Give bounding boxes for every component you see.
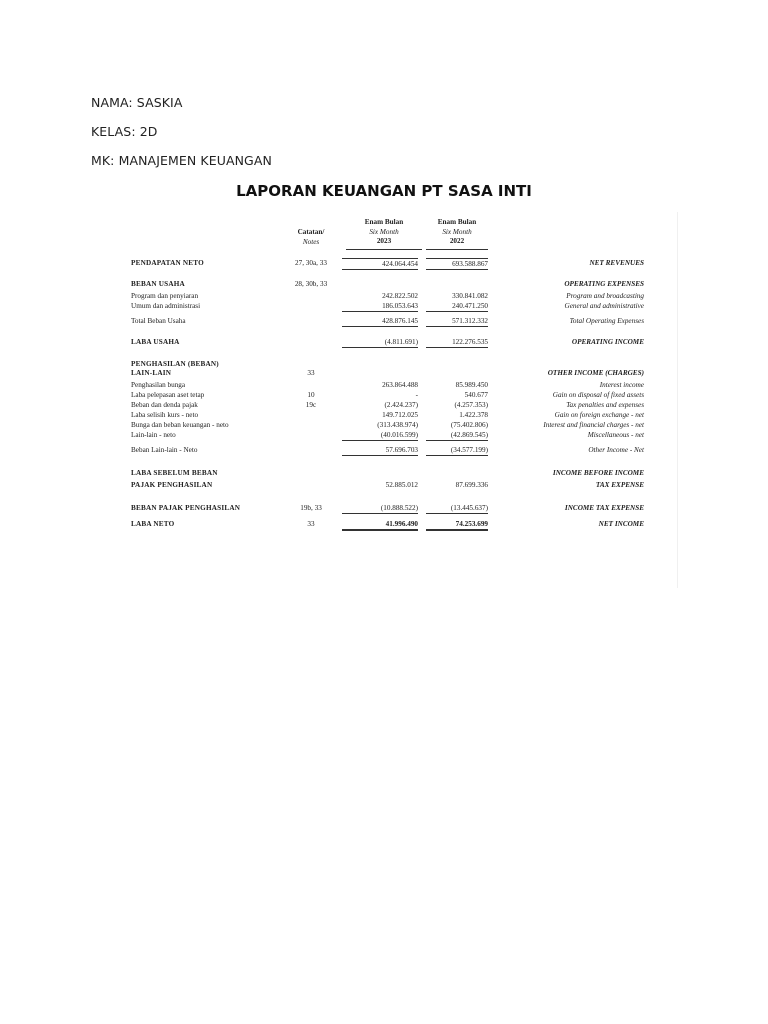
- row-value-2022: 1.422.378: [459, 411, 488, 419]
- row-value-2023: -: [415, 391, 418, 399]
- row-notes: 19c: [305, 401, 317, 409]
- financial-statement: [128, 218, 648, 538]
- row-value-2023: 263.864.488: [382, 381, 418, 389]
- row-value-2023: 57.696.703: [342, 445, 418, 456]
- course-name: MK: MANAJEMEN KEUANGAN: [91, 153, 272, 168]
- row-label-en: Total Operating Expenses: [569, 317, 644, 325]
- row-value-2022: 87.699.336: [455, 481, 488, 489]
- col2023-line3: 2023: [376, 237, 392, 245]
- row-label-en: INCOME TAX EXPENSE: [564, 504, 644, 512]
- row-value-2023: (40.016.599): [342, 430, 418, 441]
- row-notes: 19b, 33: [300, 504, 322, 512]
- col2022-line3: 2022: [449, 237, 465, 245]
- row-label: Laba pelepasan aset tetap: [131, 391, 205, 399]
- row-label: BEBAN USAHA: [131, 280, 185, 288]
- row-value-2023: (313.438.974): [377, 421, 418, 429]
- row-value-2022: 330.841.082: [452, 292, 488, 300]
- row-label-en: Other Income - Net: [588, 446, 644, 454]
- row-notes: 33: [307, 520, 315, 528]
- statement-row: [128, 337, 648, 347]
- row-label: Bunga dan beban keuangan - neto: [131, 421, 229, 429]
- row-label-en: NET INCOME: [598, 520, 644, 528]
- statement-row: [128, 410, 648, 420]
- col2023-line2: Six Month: [369, 227, 399, 236]
- row-value-2023: 424.064.454: [342, 258, 418, 270]
- row-value-2023: 41.996.490: [342, 519, 418, 531]
- statement-row: [128, 503, 648, 513]
- row-value-2022: 240.471.250: [426, 301, 488, 312]
- notes-header-line1: Catatan/: [297, 228, 325, 236]
- statement-row: [128, 468, 648, 478]
- statement-row: [128, 519, 648, 529]
- row-value-2022: 122.276.535: [426, 337, 488, 348]
- row-notes: 33: [307, 369, 315, 377]
- statement-row: [128, 291, 648, 301]
- statement-row: [128, 279, 648, 289]
- row-label: LABA USAHA: [131, 338, 180, 346]
- notes-column-header: [286, 228, 336, 247]
- row-notes: 28, 30b, 33: [294, 280, 328, 288]
- col2023-header-rule: [346, 249, 422, 250]
- row-label-en: Interest and financial charges - net: [543, 421, 644, 429]
- row-label: Lain-lain - neto: [131, 431, 176, 439]
- row-label: PENGHASILAN (BEBAN): [131, 360, 219, 368]
- column-2023-header: [346, 218, 422, 247]
- row-label-en: OPERATING INCOME: [571, 338, 644, 346]
- row-label-en: Interest income: [599, 381, 644, 389]
- notes-header-line2: Notes: [302, 237, 320, 246]
- row-label-en: Miscellaneous - net: [587, 431, 644, 439]
- statement-row: [128, 258, 648, 268]
- row-label-en: Program and broadcasting: [566, 292, 644, 300]
- row-label-en: Tax penalties and expenses: [566, 401, 644, 409]
- row-value-2022: (13.445.637): [426, 503, 488, 514]
- row-label-en: INCOME BEFORE INCOME: [552, 469, 644, 477]
- col2022-header-rule: [426, 249, 488, 250]
- row-label-en: NET REVENUES: [589, 259, 644, 267]
- row-value-2023: 149.712.025: [382, 411, 418, 419]
- statement-row: [128, 390, 648, 400]
- row-notes: 27, 30a, 33: [295, 259, 327, 267]
- row-label: Total Beban Usaha: [131, 317, 186, 325]
- scan-edge-divider: [677, 212, 678, 588]
- row-label: PENDAPATAN NETO: [131, 259, 204, 267]
- row-value-2023: 242.822.502: [382, 292, 418, 300]
- row-label: Beban dan denda pajak: [131, 401, 198, 409]
- row-value-2023: (2.424.237): [384, 401, 418, 409]
- row-value-2022: (4.257.353): [454, 401, 488, 409]
- row-label-en: OPERATING EXPENSES: [564, 280, 644, 288]
- row-notes: 10: [307, 391, 315, 399]
- row-label: Penghasilan bunga: [131, 381, 186, 389]
- student-name: NAMA: SASKIA: [91, 95, 183, 110]
- row-label: PAJAK PENGHASILAN: [131, 481, 213, 489]
- statement-row: [128, 368, 648, 378]
- row-label: LABA NETO: [131, 520, 175, 528]
- col2023-line1: Enam Bulan: [364, 218, 404, 226]
- row-label-en: Gain on foreign exchange - net: [554, 411, 644, 419]
- row-value-2023: 52.885.012: [385, 481, 418, 489]
- col2022-line2: Six Month: [442, 227, 472, 236]
- statement-row: [128, 400, 648, 410]
- row-value-2023: (10.888.522): [342, 503, 418, 514]
- row-value-2022: 693.588.867: [426, 258, 488, 270]
- row-label: LABA SEBELUM BEBAN: [131, 469, 218, 477]
- row-label-en: Gain on disposal of fixed assets: [552, 391, 644, 399]
- row-value-2022: 74.253.699: [426, 519, 488, 531]
- row-value-2022: 540.677: [464, 391, 488, 399]
- report-title: LAPORAN KEUANGAN PT SASA INTI: [236, 182, 532, 200]
- column-2022-header: [426, 218, 488, 247]
- row-value-2022: 571.312.332: [426, 316, 488, 327]
- statement-row: [128, 380, 648, 390]
- row-label: Beban Lain-lain - Neto: [131, 446, 198, 454]
- statement-row: [128, 430, 648, 440]
- statement-row: [128, 301, 648, 311]
- row-value-2022: 85.989.450: [455, 381, 488, 389]
- row-value-2023: 428.876.145: [342, 316, 418, 327]
- col2022-line1: Enam Bulan: [437, 218, 477, 226]
- statement-row: [128, 445, 648, 455]
- row-label-en: TAX EXPENSE: [595, 481, 644, 489]
- row-label-en: OTHER INCOME (CHARGES): [547, 369, 644, 377]
- row-value-2023: (4.811.691): [342, 337, 418, 348]
- row-label: Umum dan administrasi: [131, 302, 201, 310]
- row-value-2022: (42.869.545): [426, 430, 488, 441]
- student-class: KELAS: 2D: [91, 124, 158, 139]
- row-label: Program dan penyiaran: [131, 292, 199, 300]
- row-value-2022: (34.577.199): [426, 445, 488, 456]
- row-label-en: General and administrative: [564, 302, 644, 310]
- statement-row: [128, 480, 648, 490]
- statement-row: [128, 420, 648, 430]
- row-label: BEBAN PAJAK PENGHASILAN: [131, 504, 241, 512]
- statement-row: [128, 316, 648, 326]
- row-label: Laba selisih kurs - neto: [131, 411, 199, 419]
- row-value-2023: 186.053.643: [342, 301, 418, 312]
- row-value-2022: (75.402.806): [450, 421, 488, 429]
- row-label: LAIN-LAIN: [131, 369, 172, 377]
